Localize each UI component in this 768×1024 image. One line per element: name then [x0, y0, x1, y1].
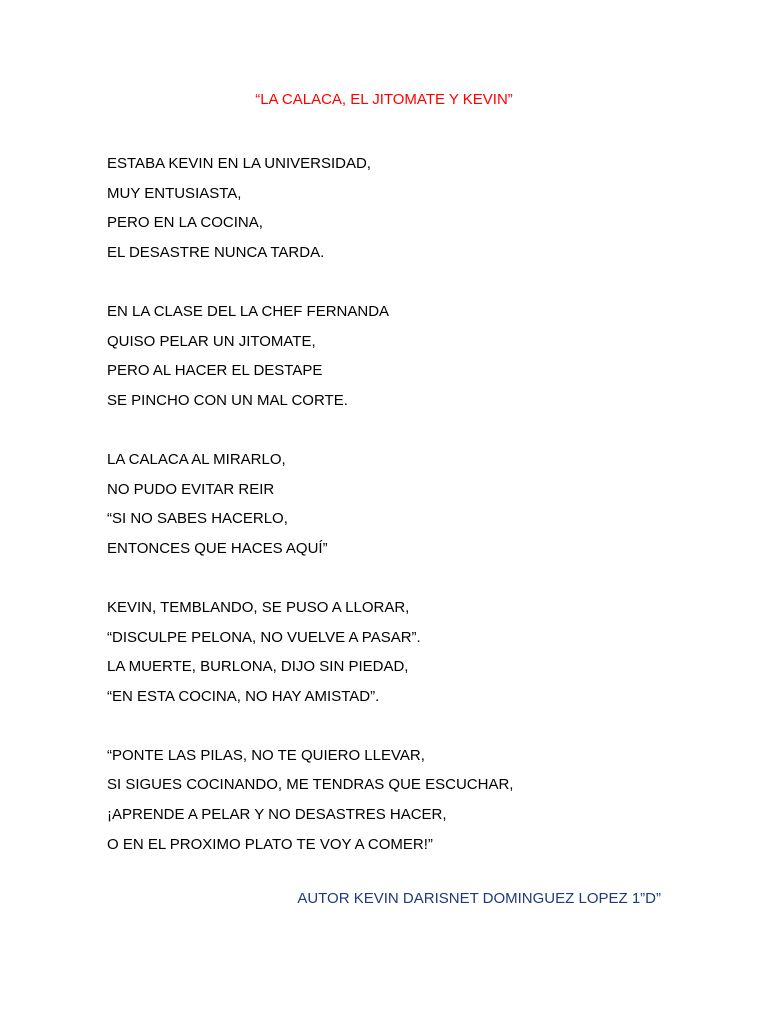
poem-line: KEVIN, TEMBLANDO, SE PUSO A LLORAR,: [107, 598, 410, 616]
poem-title: “LA CALACA, EL JITOMATE Y KEVIN”: [255, 91, 513, 108]
stanza-2: [107, 297, 707, 415]
poem-line: PERO AL HACER EL DESTAPE: [107, 362, 323, 380]
poem-line: EN LA CLASE DEL LA CHEF FERNANDA: [107, 302, 390, 320]
stanza-5: [107, 741, 707, 859]
poem-line: ENTONCES QUE HACES AQUÍ”: [107, 539, 328, 557]
poem-line: ¡APRENDE A PELAR Y NO DESASTRES HACER,: [107, 806, 447, 824]
poem-line: “PONTE LAS PILAS, NO TE QUIERO LLEVAR,: [107, 746, 425, 764]
poem-line: NO PUDO EVITAR REIR: [107, 480, 275, 498]
poem-line: MUY ENTUSIASTA,: [107, 184, 242, 202]
poem-line: LA MUERTE, BURLONA, DIJO SIN PIEDAD,: [107, 658, 409, 676]
poem-line: PERO EN LA COCINA,: [107, 214, 263, 232]
poem-line: QUISO PELAR UN JITOMATE,: [107, 332, 316, 350]
stanza-3: [107, 445, 707, 563]
poem-line: “DISCULPE PELONA, NO VUELVE A PASAR”.: [107, 628, 421, 646]
stanza-1: [107, 149, 707, 267]
poem-body: [107, 149, 707, 889]
author-signature: AUTOR KEVIN DARISNET DOMINGUEZ LOPEZ 1”D”: [297, 890, 661, 907]
poem-line: O EN EL PROXIMO PLATO TE VOY A COMER!”: [107, 835, 433, 853]
poem-line: ESTABA KEVIN EN LA UNIVERSIDAD,: [107, 155, 371, 172]
poem-line: EL DESASTRE NUNCA TARDA.: [107, 243, 325, 261]
poem-line: LA CALACA AL MIRARLO,: [107, 450, 286, 468]
poem-line: “SI NO SABES HACERLO,: [107, 510, 288, 528]
poem-line: SI SIGUES COCINANDO, ME TENDRAS QUE ESCUCHAR,: [107, 776, 514, 794]
stanza-4: [107, 593, 707, 711]
poem-line: SE PINCHO CON UN MAL CORTE.: [107, 391, 348, 409]
poem-line: “EN ESTA COCINA, NO HAY AMISTAD”.: [107, 687, 380, 705]
